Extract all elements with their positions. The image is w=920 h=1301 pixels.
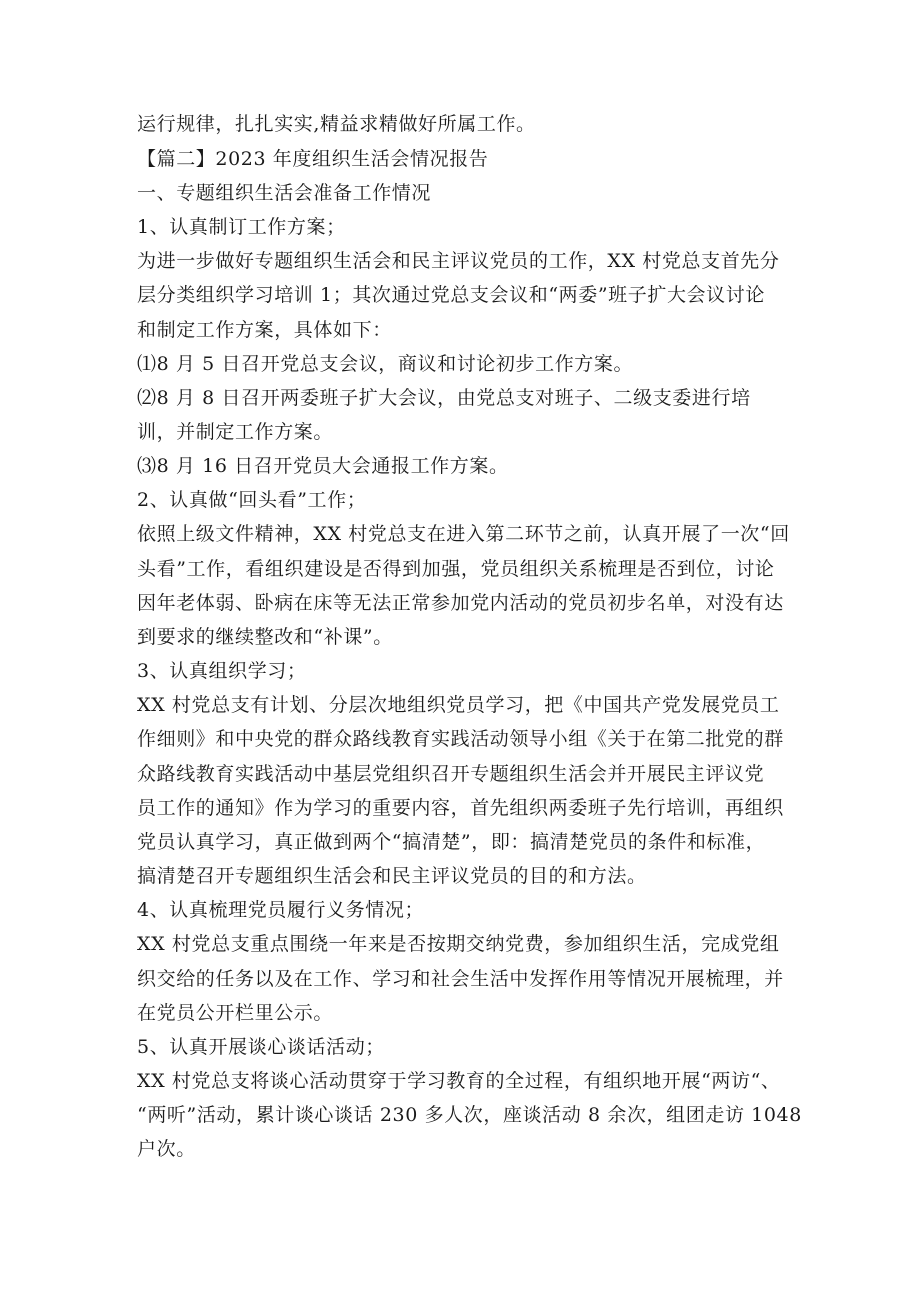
text-line: 织交给的任务以及在工作、学习和社会生活中发挥作用等情况开展梳理，并 <box>137 968 784 990</box>
item-heading: 3、认真组织学习； <box>137 660 307 682</box>
section-heading: 【篇二】2023 年度组织生活会情况报告 <box>137 148 489 170</box>
text-line: 因年老体弱、卧病在床等无法正常参加党内活动的党员初步名单，对没有达 <box>137 592 784 614</box>
text-line: 搞清楚召开专题组织生活会和民主评议党员的目的和方法。 <box>137 865 647 887</box>
text-line: 头看”工作，看组织建设是否得到加强，党员组织关系梳理是否到位，讨论 <box>137 558 775 580</box>
text-line: XX 村党总支有计划、分层次地组织党员学习，把《中国共产党发展党员工 <box>137 694 780 716</box>
list-item: ⑵8 月 8 日召开两委班子扩大会议，由党总支对班子、二级支委进行培 <box>137 387 751 409</box>
text-line: XX 村党总支重点围绕一年来是否按期交纳党费，参加组织生活，完成党组 <box>137 933 780 955</box>
text-line: 为进一步做好专题组织生活会和民主评议党员的工作，XX 村党总支首先分 <box>137 250 780 272</box>
text-line: 党员认真学习，真正做到两个“搞清楚”，即：搞清楚党员的条件和标准， <box>137 831 766 853</box>
text-line: 作细则》和中央党的群众路线教育实践活动领导小组《关于在第二批党的群 <box>137 728 784 750</box>
list-item: ⑶8 月 16 日召开党员大会通报工作方案。 <box>137 455 509 477</box>
item-heading: 2、认真做“回头看”工作； <box>137 489 367 511</box>
text-line: 训，并制定工作方案。 <box>137 421 334 443</box>
text-line: 众路线教育实践活动中基层党组织召开专题组织生活会并开展民主评议党 <box>137 763 765 785</box>
text-line: 到要求的继续整改和“补课”。 <box>137 626 393 648</box>
text-line: 在党员公开栏里公示。 <box>137 1002 334 1024</box>
text-line: XX 村党总支将谈心活动贯穿于学习教育的全过程，有组织地开展“两访“、 <box>137 1070 781 1092</box>
text-line: “两听”活动，累计谈心谈话 230 多人次，座谈活动 8 余次，组团走访 1048 <box>137 1104 802 1126</box>
text-line: 依照上级文件精神，XX 村党总支在进入第二环节之前，认真开展了一次“回 <box>137 523 790 545</box>
item-heading: 1、认真制订工作方案； <box>137 216 346 238</box>
text-line: 层分类组织学习培训 1；其次通过党总支会议和“两委”班子扩大会议讨论 <box>137 284 765 306</box>
text-line: 员工作的通知》作为学习的重要内容，首先组织两委班子先行培训，再组织 <box>137 797 784 819</box>
subsection-heading: 一、专题组织生活会准备工作情况 <box>137 182 432 204</box>
text-line: 和制定工作方案，具体如下： <box>137 319 392 341</box>
item-heading: 4、认真梳理党员履行义务情况； <box>137 899 425 921</box>
text-line: 运行规律，扎扎实实,精益求精做好所属工作。 <box>137 113 536 135</box>
list-item: ⑴8 月 5 日召开党总支会议，商议和讨论初步工作方案。 <box>137 353 634 375</box>
text-line: 户次。 <box>137 1138 196 1160</box>
item-heading: 5、认真开展谈心谈话活动； <box>137 1036 385 1058</box>
